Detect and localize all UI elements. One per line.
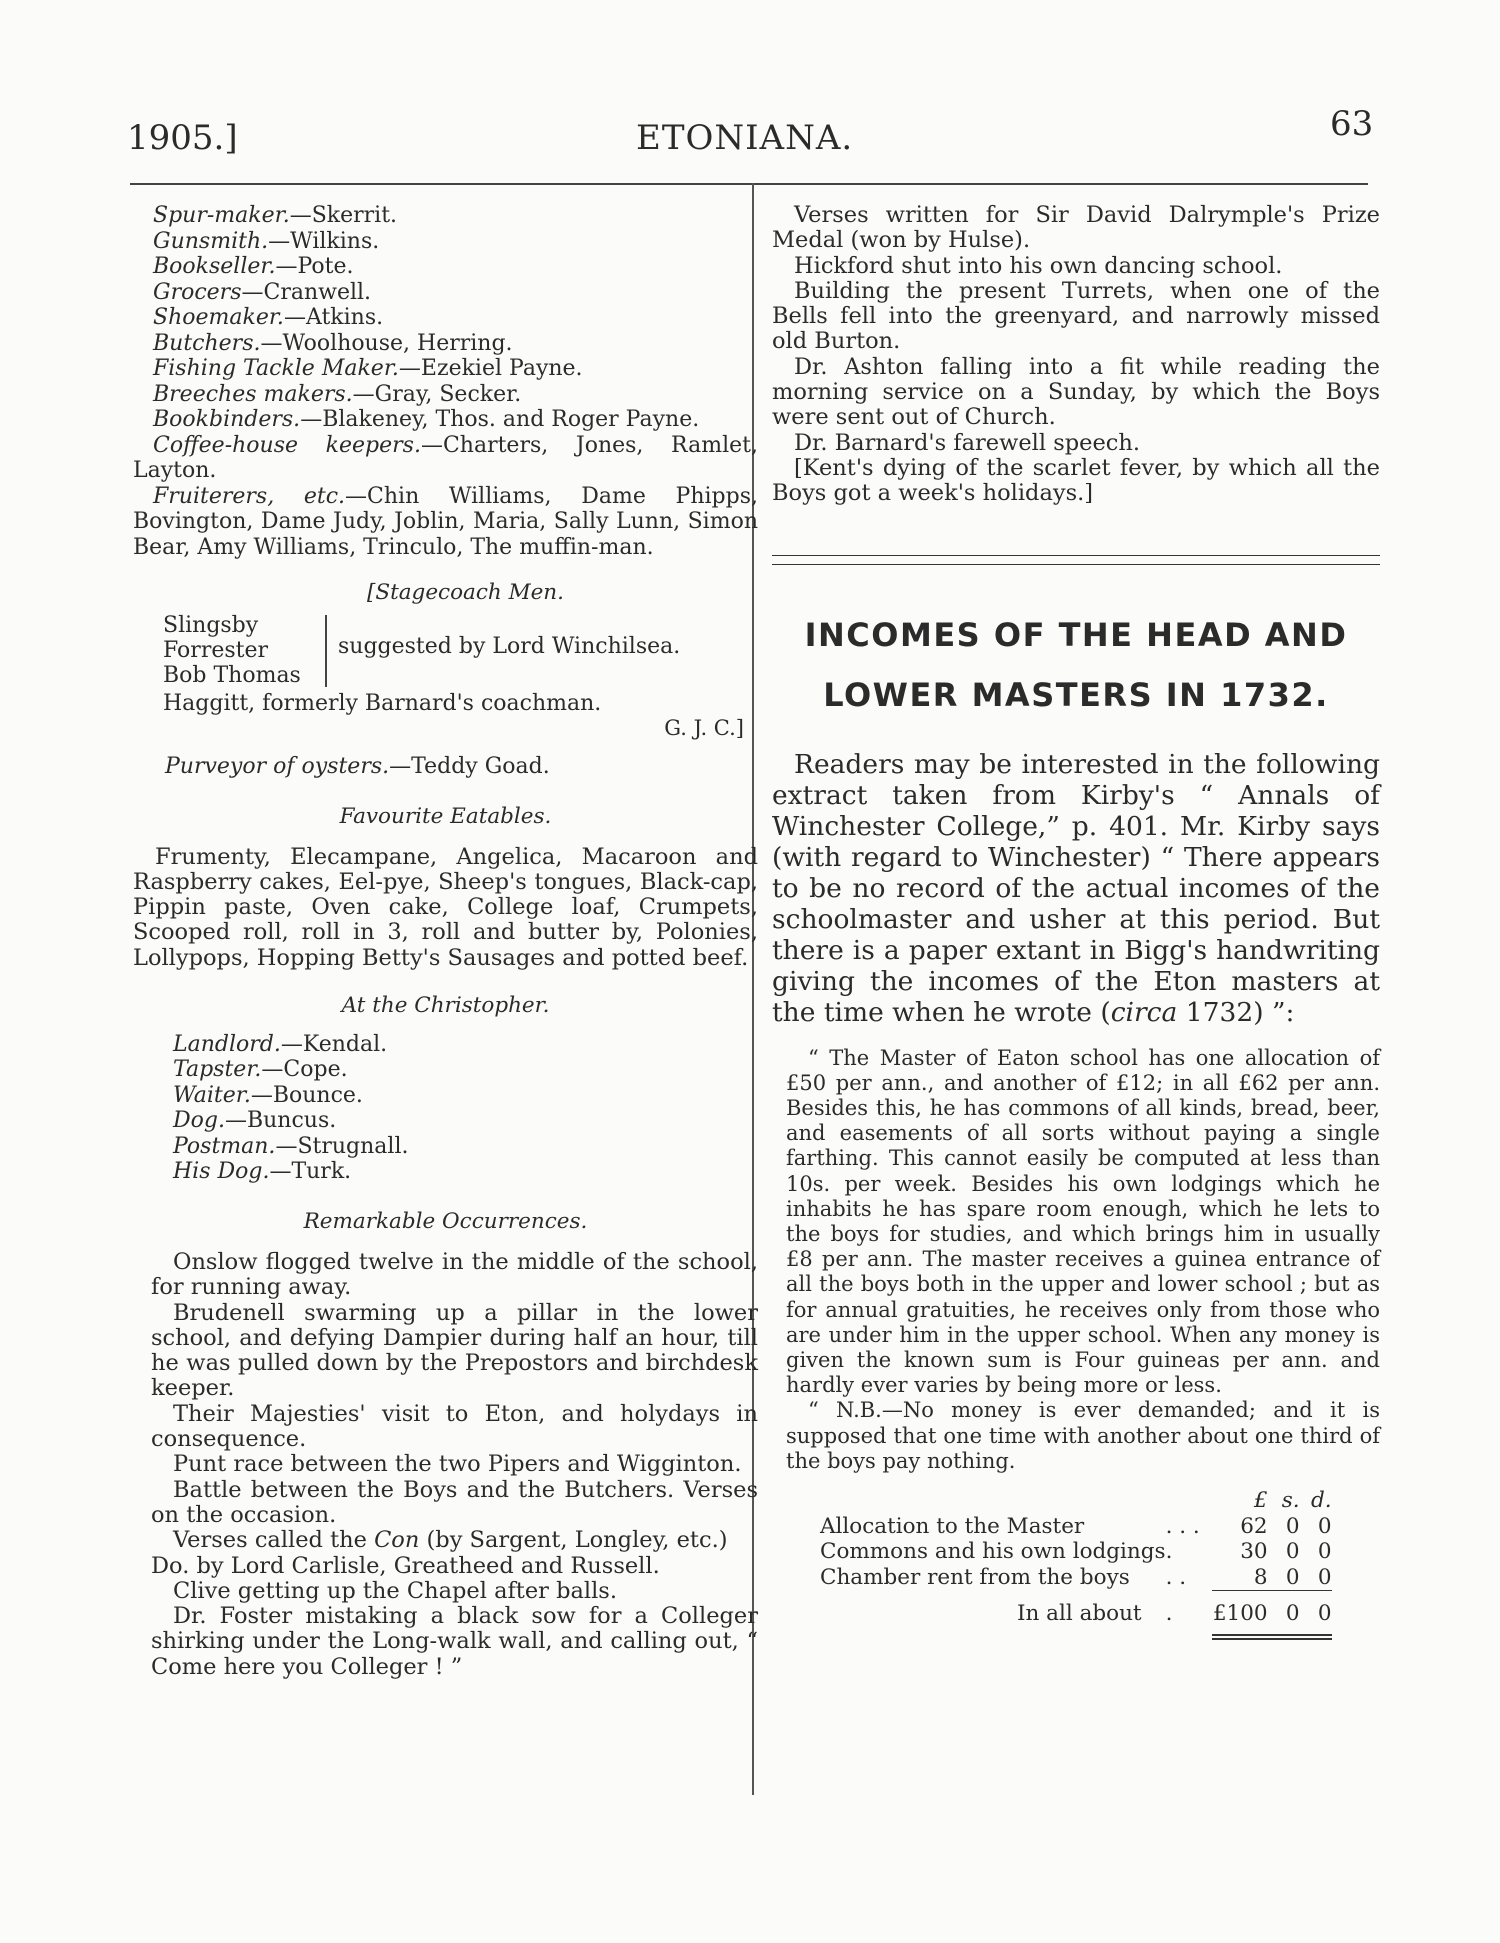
eatables-heading: Favourite Eatables. — [339, 803, 552, 829]
intro-text: Readers may be interested in the following extract taken from Kirby's “ Annals of Winchester College,” p. 401. Mr. Kirby says (with regard to Winchester) “ There appears to be no record of the actual incomes of the schoolmaster and usher at this period. But there is a paper extant in Bigg's handwriting giving the incomes of the Eton masters at the time when he wrote ( — [772, 748, 1380, 1028]
stagecoach-name: Slingsby — [163, 613, 259, 638]
quoted-extract — [772, 1046, 1380, 1474]
list-item — [133, 1057, 758, 1083]
list-item — [133, 1083, 758, 1109]
occurrence: Brudenell swarming up a pillar in the lower school, and defying Dampier during half an hour, till he was pulled down by the Prepostors and birchdesk keeper. — [151, 1299, 758, 1402]
list-item — [133, 331, 758, 357]
entry-label: Coffee-house keepers. — [153, 432, 421, 458]
entry-label: Landlord. — [173, 1031, 281, 1057]
occurrence: Dr. Ashton falling into a fit while reading the morning service on a Sunday, by which the Boys were sent out of Church. — [772, 353, 1380, 431]
stagecoach-heading: [Stagecoach Men. — [366, 580, 564, 605]
pence-cell: 0 — [1317, 1539, 1332, 1565]
entry-label: Spur-maker. — [153, 203, 290, 228]
christopher-list — [133, 1032, 758, 1185]
entry-value: —Strugnall. — [275, 1133, 409, 1159]
stagecoach-group — [133, 613, 758, 691]
section-rule — [772, 555, 1380, 565]
stagecoach-name: Bob Thomas — [163, 663, 301, 688]
shillings-cell: 0 — [1285, 1564, 1300, 1590]
intro-italic: circa — [1110, 996, 1178, 1028]
haggitt-line: Haggitt, formerly Barnard's coachman. — [163, 691, 602, 716]
entry-label: Dog. — [173, 1108, 225, 1134]
occurrence: Clive getting up the Chapel after balls. — [173, 1577, 617, 1604]
entry-value: —Teddy Goad. — [389, 754, 550, 779]
occurrence: Verses written for Sir David Dalrymple's Prize Medal (won by Hulse). — [772, 202, 1380, 254]
entry-value: —Charters, Jones, Ramlet, Layton. — [133, 432, 758, 483]
entry-label: Fruiterers, etc. — [153, 483, 346, 509]
double-rule-row — [820, 1626, 1332, 1640]
entry-label: Breeches makers. — [153, 381, 353, 407]
entry-value: —Blakeney, Thos. and Roger Payne. — [300, 407, 700, 432]
signature: G. J. C.] — [664, 716, 744, 740]
table-row — [820, 1514, 1332, 1540]
occurrence: Their Majesties' visit to Eton, and holydays in consequence. — [151, 1400, 758, 1453]
page-number: 63 — [1330, 104, 1374, 144]
intro-text: 1732) ”: — [1177, 996, 1295, 1028]
list-item — [133, 229, 758, 255]
table-row — [820, 1539, 1332, 1565]
pence-cell: 0 — [1317, 1600, 1332, 1626]
entry-value: —Buncus. — [224, 1108, 337, 1134]
running-title: ETONIANA. — [636, 118, 854, 158]
eatables-text: Frumenty, Elecampane, Angelica, Macaroon and Raspberry cakes, Eel-pye, Sheep's tongues, Black-cap, Pippin paste, Oven cake, College loaf, Crumpets, Scooped roll, roll in 3, roll and butter by, Polonies, Lollypops, Hopping Betty's Sausages and potted beef. — [133, 843, 758, 971]
column-header: £ — [1253, 1488, 1268, 1514]
list-item — [133, 356, 758, 382]
pounds-cell: £100 — [1212, 1600, 1268, 1626]
sum-rule — [1212, 1591, 1332, 1601]
entry-value: —Wilkins. — [268, 228, 380, 254]
list-item — [133, 1108, 758, 1134]
total-label: In all about — [1016, 1600, 1142, 1626]
pounds-cell: 62 — [1240, 1513, 1268, 1539]
row-dots: . — [1165, 1600, 1173, 1626]
shillings-cell: 0 — [1285, 1539, 1300, 1565]
table-header-row — [820, 1488, 1332, 1514]
stagecoach-note: suggested by Lord Winchilsea. — [338, 634, 681, 659]
shillings-cell: 0 — [1285, 1513, 1300, 1539]
article-title — [772, 605, 1380, 725]
quote-paragraph: “ The Master of Eaton school has one allocation of £50 per ann., and another of £12; in all £62 per ann. Besides this, he has commons of all kinds, bread, beer, and easements of all sorts without paying a single farthing. This cannot easily be computed at less than 10s. per week. Besides his own lodgings which he inhabits he has spare room enough, which he lets to the boys for studies, and which brings him in usually £8 per ann. The master receives a guinea entrance of all the boys both in the upper and lower school ; but as for annual gratuities, he receives only from those who are under him in the upper school. When any money is given the known sum is Four guineas per ann. and hardly ever varies by being more or less. — [786, 1045, 1380, 1398]
entry-label: Waiter. — [173, 1082, 251, 1108]
occurrence: Battle between the Boys and the Butchers. Verses on the occasion. — [151, 1476, 758, 1528]
row-dots: . . . — [1165, 1513, 1200, 1539]
stagecoach-name: Forrester — [163, 638, 269, 663]
list-item — [133, 1159, 758, 1185]
entry-label: Tapster. — [173, 1057, 262, 1083]
occurrence: Do. by Lord Carlisle, Greatheed and Russell. — [151, 1552, 660, 1579]
occurrence: Punt race between the two Pipers and Wigginton. — [173, 1451, 742, 1478]
purveyor-line — [133, 754, 758, 780]
row-dots: . . — [1165, 1564, 1187, 1590]
trades-list — [133, 203, 758, 560]
entry-value: —Cope. — [261, 1057, 348, 1083]
entry-value: —Chin Williams, Dame Phipps, Bovington, Dame Judy, Joblin, Maria, Sally Lunn, Simon Bear, Amy Williams, Trinculo, The muffin-man. — [133, 483, 758, 560]
entry-value: —Atkins. — [283, 305, 384, 330]
row-label: Chamber rent from the boys — [820, 1564, 1130, 1590]
entry-label: Purveyor of oysters. — [165, 754, 390, 779]
entry-value: —Pote. — [275, 254, 354, 279]
left-column — [133, 203, 758, 1680]
header-year: 1905.] — [127, 118, 238, 158]
occurrence-text: Verses called the — [173, 1527, 375, 1554]
sum-rule-row — [820, 1591, 1332, 1601]
entry-label: His Dog. — [173, 1159, 270, 1185]
entry-value: —Skerrit. — [289, 203, 398, 228]
row-dots: . — [1165, 1539, 1173, 1565]
list-item — [133, 1032, 758, 1058]
entry-value: —Turk. — [269, 1159, 352, 1185]
occurrence: Dr. Foster mistaking a black sow for a Colleger shirking under the Long-walk wall, and calling out, “ Come here you Colleger ! ” — [151, 1603, 758, 1680]
table-total-row — [820, 1601, 1332, 1627]
column-header: d. — [1310, 1488, 1332, 1514]
pence-cell: 0 — [1317, 1564, 1332, 1590]
stagecoach-names — [163, 613, 301, 688]
occurrence: [Kent's dying of the scarlet fever, by which all the Boys got a week's holidays.] — [772, 454, 1380, 507]
header-rule — [130, 183, 1368, 185]
entry-value: —Gray, Secker. — [352, 381, 522, 407]
entry-value: —Bounce. — [250, 1082, 363, 1108]
occurrences-continued — [772, 203, 1380, 507]
shillings-cell: 0 — [1285, 1600, 1300, 1626]
entry-value: —Ezekiel Payne. — [398, 356, 583, 381]
entry-value: —Kendal. — [280, 1031, 388, 1057]
column-header: s. — [1281, 1488, 1300, 1514]
list-item — [133, 280, 758, 306]
list-item — [133, 1134, 758, 1160]
entry-label: Gunsmith. — [153, 228, 269, 254]
list-item — [133, 254, 758, 280]
entry-label: Grocers — [153, 279, 242, 305]
pence-cell: 0 — [1317, 1513, 1332, 1539]
row-label: Allocation to the Master — [820, 1513, 1085, 1539]
title-line: LOWER MASTERS IN 1732. — [823, 675, 1329, 714]
pounds-cell: 8 — [1253, 1564, 1268, 1590]
occurrence: Onslow flogged twelve in the middle of the school, for running away. — [151, 1248, 758, 1301]
pounds-cell: 30 — [1240, 1539, 1268, 1565]
entry-label: Shoemaker. — [153, 305, 284, 330]
row-label: Commons and his own lodgings — [820, 1539, 1166, 1565]
occurrence — [151, 1528, 758, 1553]
entry-label: Butchers. — [153, 330, 261, 356]
occurrence-text: (by Sargent, Longley, etc.) — [419, 1527, 728, 1554]
intro-paragraph — [772, 749, 1380, 1028]
list-item — [133, 407, 758, 433]
occurrence: Hickford shut into his own dancing school. — [794, 252, 1283, 279]
entry-value: —Woolhouse, Herring. — [260, 330, 513, 356]
occurrences-heading: Remarkable Occurrences. — [303, 1208, 588, 1234]
income-table — [820, 1488, 1332, 1640]
occurrence-italic: Con — [374, 1527, 420, 1554]
occurrence: Dr. Barnard's farewell speech. — [794, 429, 1141, 456]
list-item — [133, 484, 758, 561]
entry-label: Bookseller. — [153, 254, 276, 279]
table-row — [820, 1565, 1332, 1591]
list-item — [133, 305, 758, 331]
entry-value: —Cranwell. — [241, 279, 372, 305]
entry-label: Bookbinders. — [153, 407, 301, 432]
occurrence: Building the present Turrets, when one of the Bells fell into the greenyard, and narrowly missed old Burton. — [772, 277, 1380, 355]
quote-paragraph: “ N.B.—No money is ever demanded; and it is supposed that one time with another about one third of the boys pay nothing. — [786, 1398, 1380, 1473]
entry-label: Postman. — [173, 1133, 276, 1159]
list-item — [133, 433, 758, 484]
brace — [325, 615, 327, 687]
entry-label: Fishing Tackle Maker. — [153, 356, 399, 381]
occurrences-list — [133, 1250, 758, 1680]
right-column — [772, 203, 1380, 1640]
title-line: INCOMES OF THE HEAD AND — [804, 615, 1348, 654]
list-item — [133, 203, 758, 229]
total-double-rule — [1212, 1634, 1332, 1640]
list-item — [133, 382, 758, 408]
christopher-heading: At the Christopher. — [341, 992, 550, 1018]
